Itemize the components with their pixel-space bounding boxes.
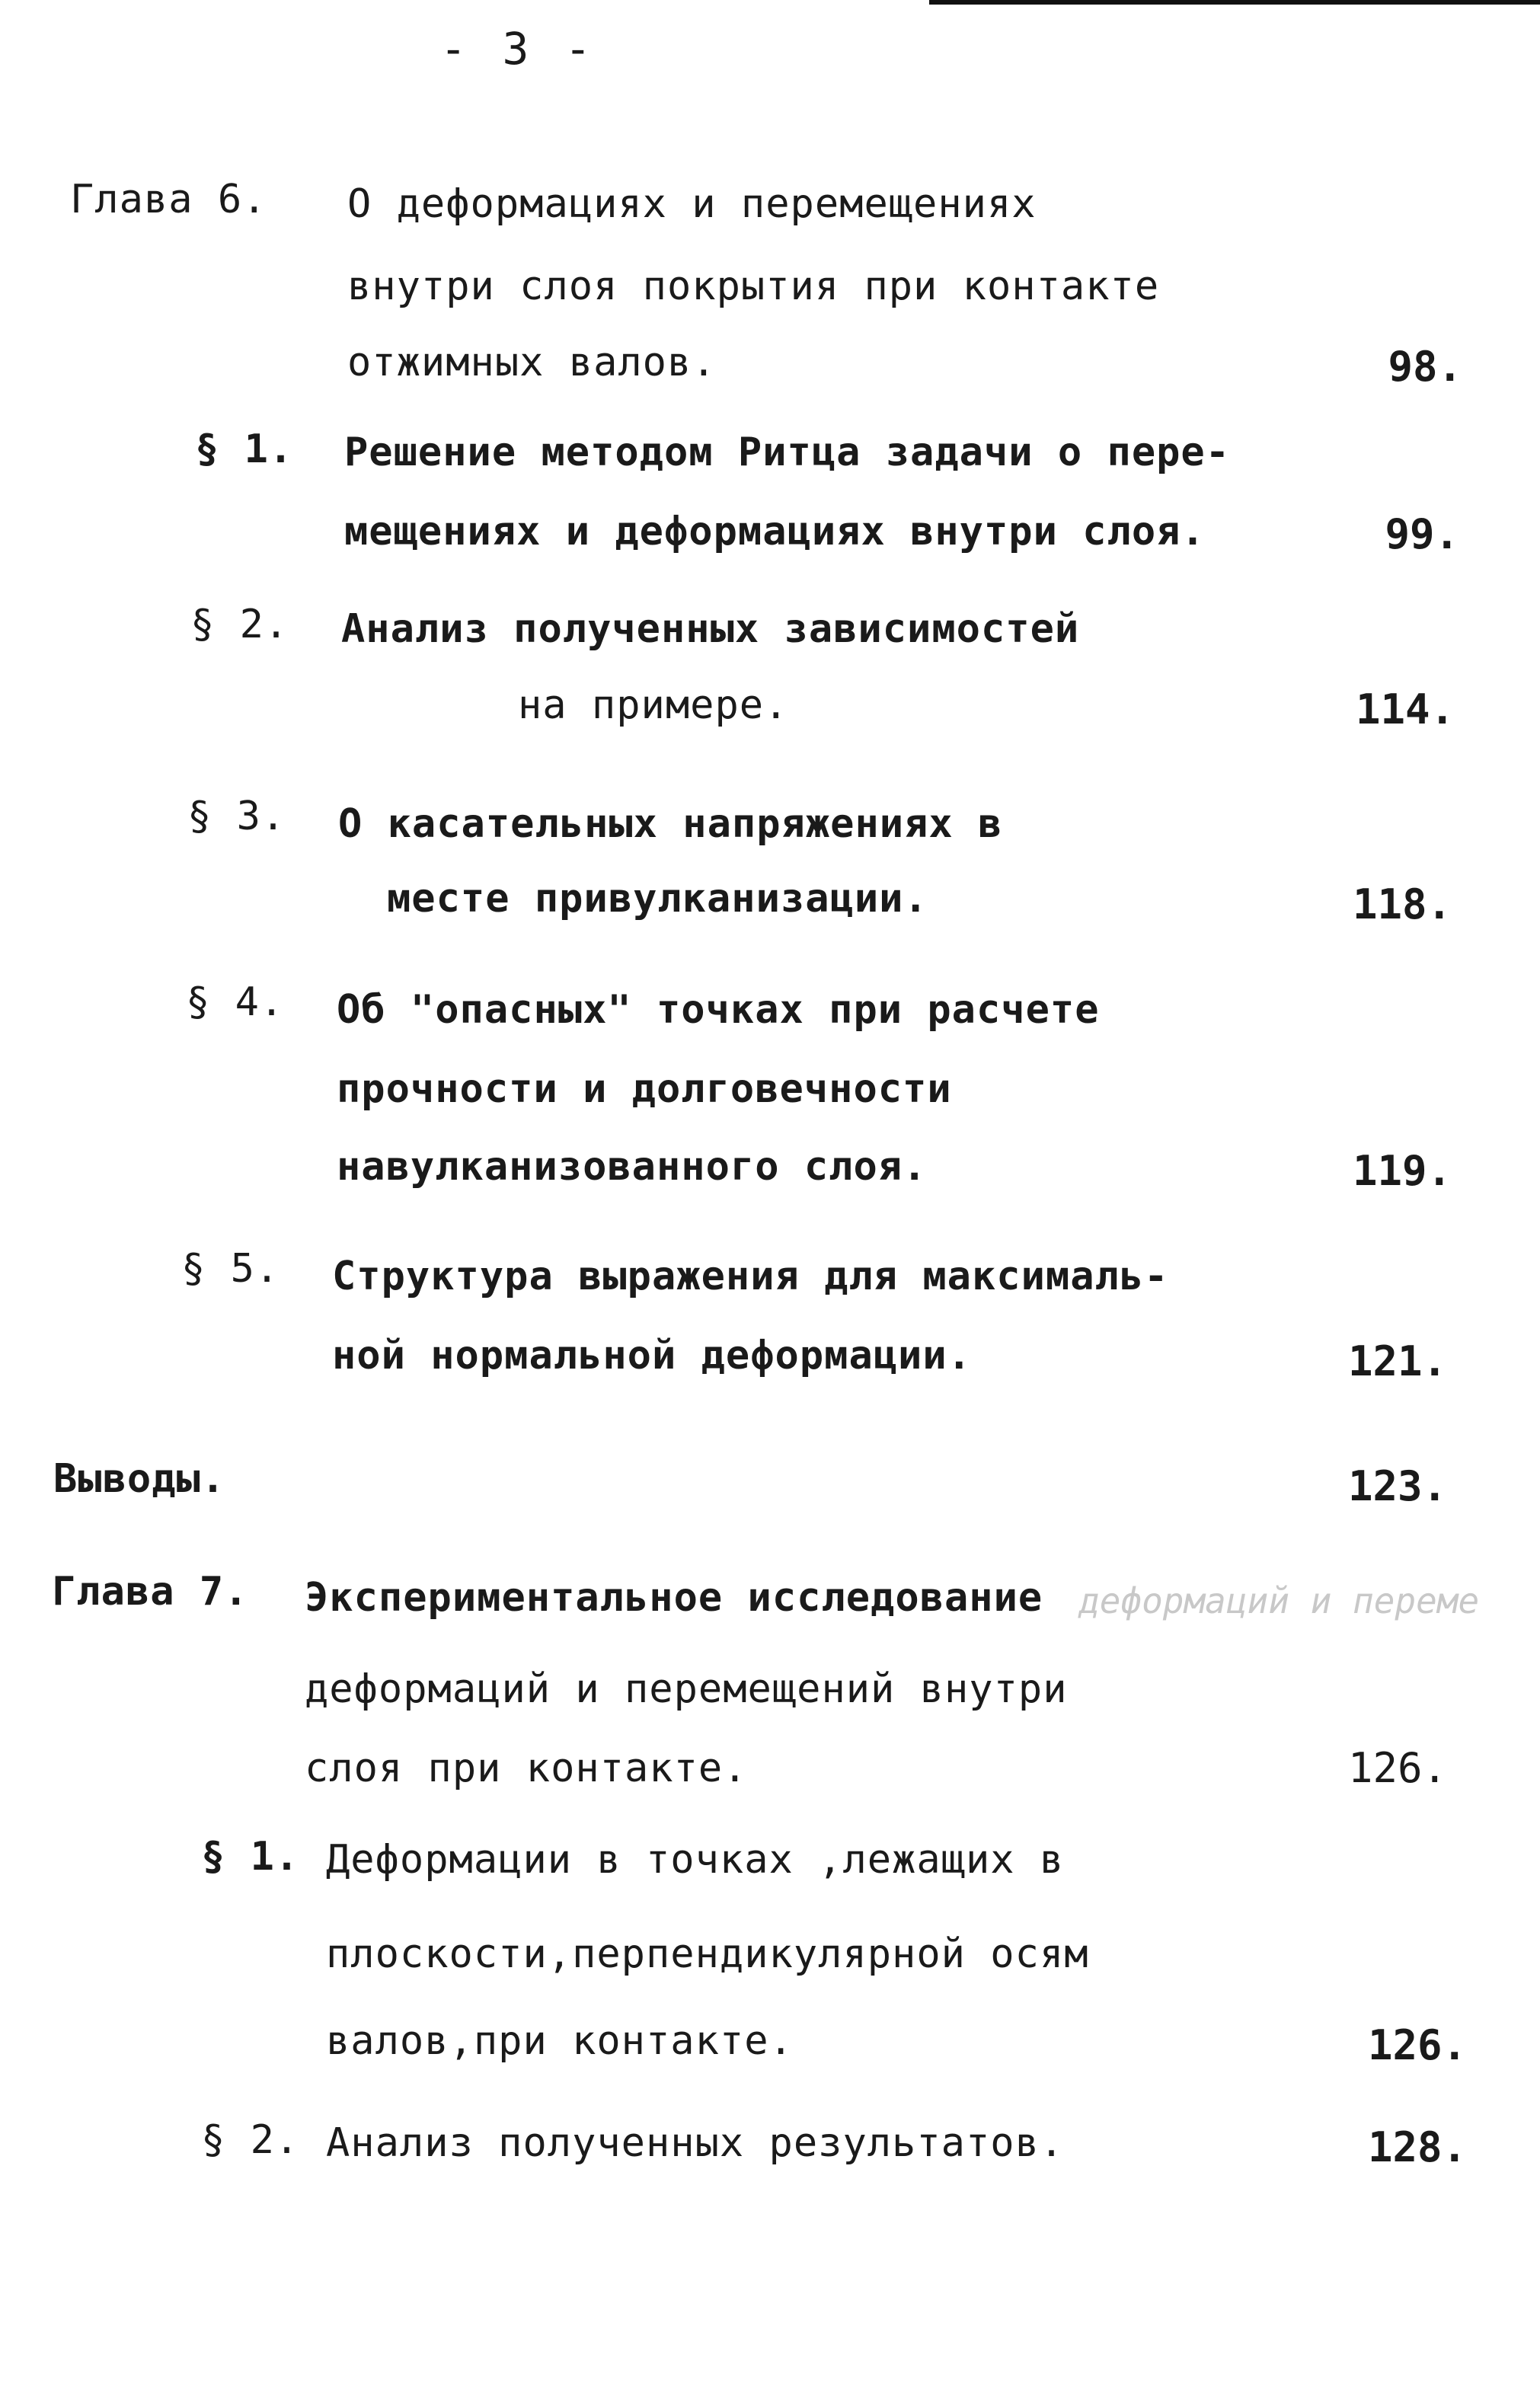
ch6-s1-label: § 1. [195, 426, 294, 472]
ch6-s2-label: § 2. [190, 602, 289, 647]
ch6-s5-label: § 5. [181, 1246, 280, 1292]
conclusions-page: 123. [1347, 1462, 1447, 1510]
ch6-s2-page: 114. [1355, 685, 1455, 733]
ch7-s2-title-line-1: Анализ полученных результатов. [326, 2120, 1065, 2166]
ch6-s3-title-line-1: О касательных напряжениях в [338, 801, 1003, 847]
ch7-s2-page: 128. [1367, 2123, 1467, 2171]
ch6-s3-page: 118. [1352, 880, 1452, 928]
chapter7-title-line-2: деформаций и перемещений внутри [305, 1666, 1068, 1712]
ch6-s4-title-line-1: Об "опасных" точках при расчете [337, 987, 1100, 1033]
chapter6-title-line-2: внутри слоя покрытия при контакте [347, 264, 1160, 309]
chapter7-title-line-1: Экспериментальное исследование [305, 1575, 1043, 1621]
ch7-s1-label: § 1. [201, 1834, 300, 1880]
ch6-s1-page: 99. [1385, 510, 1459, 558]
chapter6-label: Глава 6. [70, 177, 267, 222]
ch6-s4-title-line-3: навулканизованного слоя. [337, 1144, 928, 1190]
chapter7-title-line-3: слоя при контакте. [305, 1746, 748, 1791]
chapter7-label: Глава 7. [52, 1569, 249, 1615]
chapter7-page: 126. [1347, 1744, 1447, 1792]
chapter7-faint-overprint: деформаций и переме [1078, 1580, 1480, 1621]
chapter6-page: 98. [1388, 343, 1462, 391]
ch7-s1-page: 126. [1367, 2021, 1467, 2069]
ch6-s5-page: 121. [1347, 1337, 1447, 1385]
ch6-s3-label: § 3. [187, 794, 286, 839]
ch6-s1-title-line-1: Решение методом Ритца задачи о пере- [344, 430, 1231, 475]
ch6-s5-title-line-2: ной нормальной деформации. [332, 1333, 972, 1378]
ch6-s5-title-line-1: Структура выражения для максималь- [332, 1254, 1169, 1299]
ch7-s1-title-line-2: плоскости,перпендикулярной осям [326, 1931, 1089, 1977]
ch7-s2-label: § 2. [201, 2117, 300, 2163]
ch6-s1-title-line-2: мещениях и деформациях внутри слоя. [344, 509, 1206, 554]
top-edge-scan-line [929, 0, 1540, 5]
chapter6-title-line-3: отжимных валов. [347, 340, 717, 385]
ch6-s4-title-line-2: прочности и долговечности [337, 1066, 952, 1112]
ch6-s3-title-line-2: месте привулканизации. [387, 876, 928, 922]
page-number: - 3 - [439, 23, 596, 75]
ch6-s4-label: § 4. [186, 979, 285, 1025]
ch7-s1-title-line-1: Деформации в точках ,лежащих в [326, 1837, 1065, 1883]
ch6-s2-title-line-2: на примере. [518, 682, 789, 728]
ch7-s1-title-line-3: валов,при контакте. [326, 2018, 794, 2064]
ch6-s4-page: 119. [1352, 1147, 1452, 1195]
chapter6-title-line-1: О деформациях и перемещениях [347, 181, 1037, 227]
conclusions-label: Выводы. [53, 1456, 226, 1502]
ch6-s2-title-line-1: Анализ полученных зависимостей [341, 606, 1080, 652]
